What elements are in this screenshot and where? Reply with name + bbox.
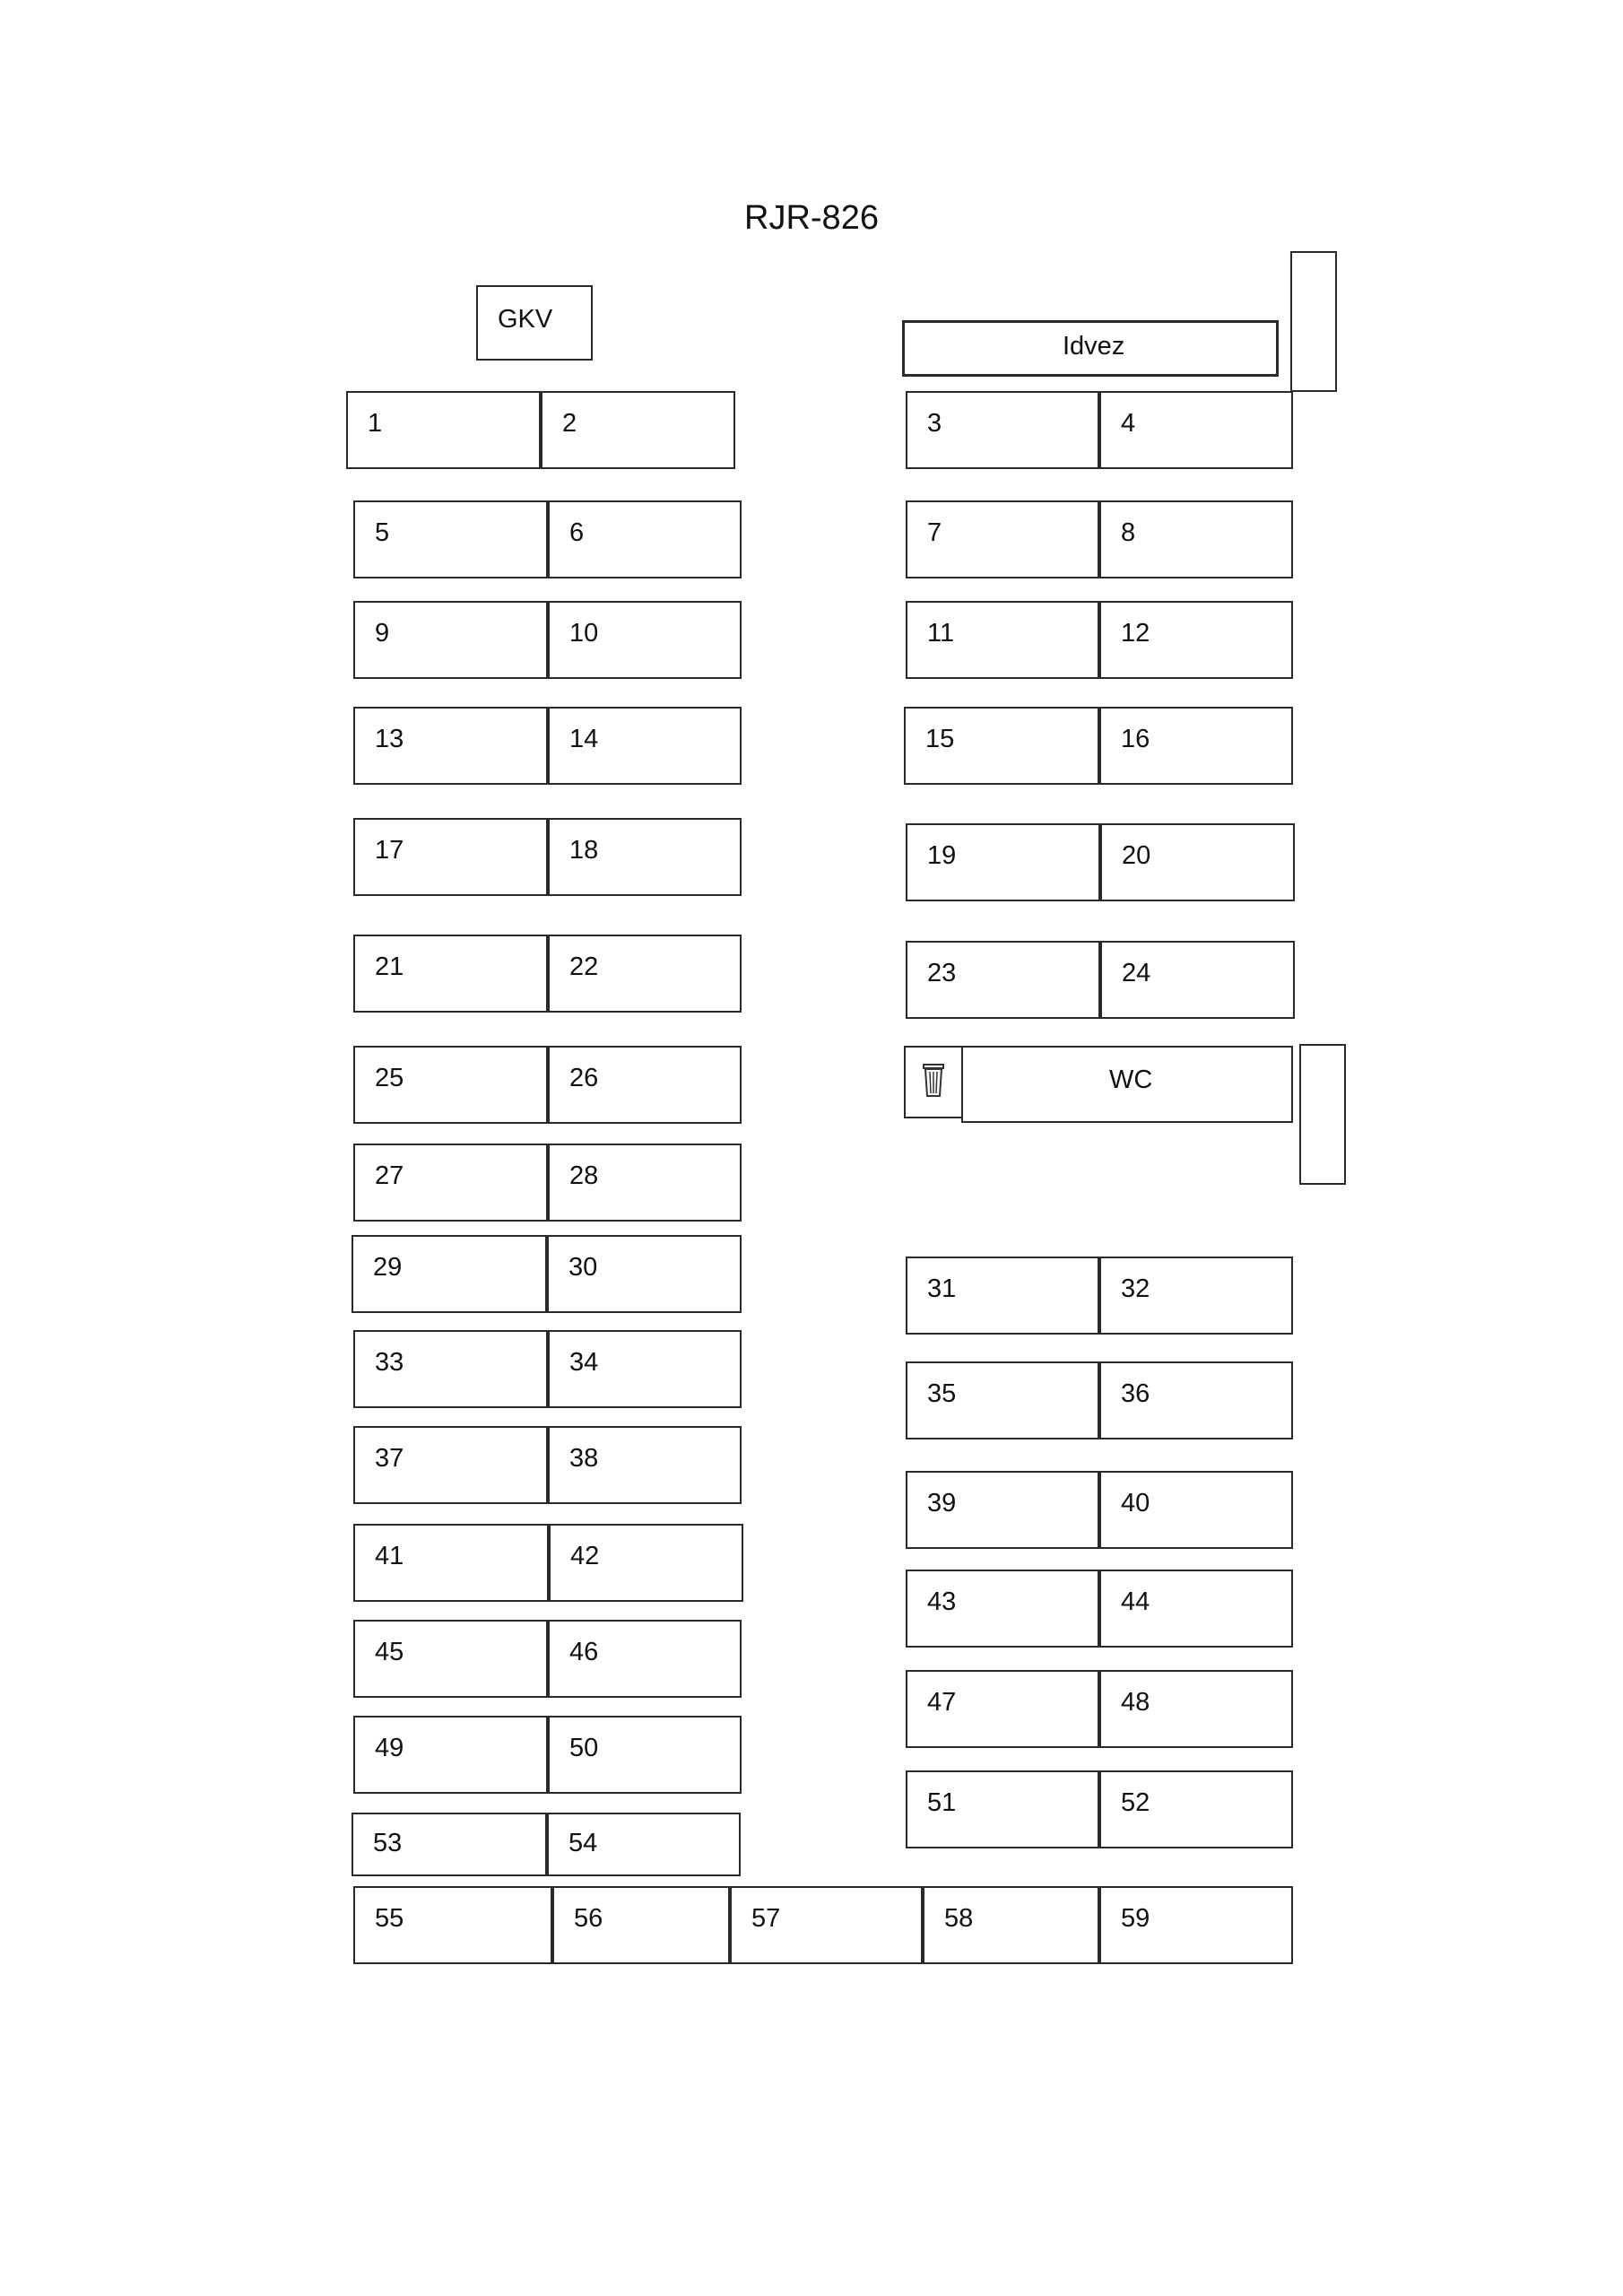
trash-can-icon (921, 1063, 946, 1099)
seat-51[interactable]: 51 (906, 1770, 1099, 1848)
seat-5[interactable]: 5 (353, 500, 548, 578)
seat-48[interactable]: 48 (1099, 1670, 1293, 1748)
seat-28[interactable]: 28 (548, 1144, 742, 1222)
seat-23[interactable]: 23 (906, 941, 1100, 1019)
seat-22[interactable]: 22 (548, 935, 742, 1013)
bus-title: RJR-826 (744, 199, 879, 237)
wc-box (961, 1046, 1293, 1123)
seat-21[interactable]: 21 (353, 935, 548, 1013)
seat-34[interactable]: 34 (548, 1330, 742, 1408)
seat-55[interactable]: 55 (353, 1886, 552, 1964)
seat-59[interactable]: 59 (1099, 1886, 1293, 1964)
seat-43[interactable]: 43 (906, 1570, 1099, 1648)
seat-25[interactable]: 25 (353, 1046, 548, 1124)
seat-52[interactable]: 52 (1099, 1770, 1293, 1848)
front-door (1290, 251, 1337, 392)
seat-19[interactable]: 19 (906, 823, 1100, 901)
seat-18[interactable]: 18 (548, 818, 742, 896)
seat-30[interactable]: 30 (547, 1235, 742, 1313)
trash-box (904, 1046, 963, 1118)
seat-57[interactable]: 57 (730, 1886, 923, 1964)
seat-33[interactable]: 33 (353, 1330, 548, 1408)
seat-45[interactable]: 45 (353, 1620, 548, 1698)
seat-6[interactable]: 6 (548, 500, 742, 578)
seat-56[interactable]: 56 (552, 1886, 730, 1964)
seat-40[interactable]: 40 (1099, 1471, 1293, 1549)
gkv-box (476, 285, 593, 361)
seat-41[interactable]: 41 (353, 1524, 549, 1602)
seat-37[interactable]: 37 (353, 1426, 548, 1504)
rear-door (1299, 1044, 1346, 1185)
seat-8[interactable]: 8 (1099, 500, 1293, 578)
seat-46[interactable]: 46 (548, 1620, 742, 1698)
seat-58[interactable]: 58 (923, 1886, 1099, 1964)
seat-2[interactable]: 2 (541, 391, 735, 469)
seat-38[interactable]: 38 (548, 1426, 742, 1504)
seat-9[interactable]: 9 (353, 601, 548, 679)
seat-35[interactable]: 35 (906, 1361, 1099, 1439)
seat-1[interactable]: 1 (346, 391, 541, 469)
seat-50[interactable]: 50 (548, 1716, 742, 1794)
seat-32[interactable]: 32 (1099, 1257, 1293, 1335)
seat-36[interactable]: 36 (1099, 1361, 1293, 1439)
seat-31[interactable]: 31 (906, 1257, 1099, 1335)
driver-label: Idvez (1063, 332, 1125, 361)
wc-label: WC (1109, 1065, 1153, 1094)
seat-16[interactable]: 16 (1099, 707, 1293, 785)
seat-17[interactable]: 17 (353, 818, 548, 896)
seat-4[interactable]: 4 (1099, 391, 1293, 469)
seat-53[interactable]: 53 (352, 1813, 547, 1876)
seat-13[interactable]: 13 (353, 707, 548, 785)
seat-15[interactable]: 15 (904, 707, 1099, 785)
seat-44[interactable]: 44 (1099, 1570, 1293, 1648)
seat-54[interactable]: 54 (547, 1813, 741, 1876)
seat-27[interactable]: 27 (353, 1144, 548, 1222)
seat-11[interactable]: 11 (906, 601, 1099, 679)
seat-3[interactable]: 3 (906, 391, 1099, 469)
seat-42[interactable]: 42 (549, 1524, 743, 1602)
seat-20[interactable]: 20 (1100, 823, 1295, 901)
driver-box (902, 320, 1279, 377)
seat-7[interactable]: 7 (906, 500, 1099, 578)
seat-47[interactable]: 47 (906, 1670, 1099, 1748)
seat-12[interactable]: 12 (1099, 601, 1293, 679)
seat-24[interactable]: 24 (1100, 941, 1295, 1019)
gkv-label: GKV (498, 305, 553, 334)
seat-39[interactable]: 39 (906, 1471, 1099, 1549)
seat-26[interactable]: 26 (548, 1046, 742, 1124)
seat-49[interactable]: 49 (353, 1716, 548, 1794)
seat-29[interactable]: 29 (352, 1235, 547, 1313)
seat-10[interactable]: 10 (548, 601, 742, 679)
seat-14[interactable]: 14 (548, 707, 742, 785)
